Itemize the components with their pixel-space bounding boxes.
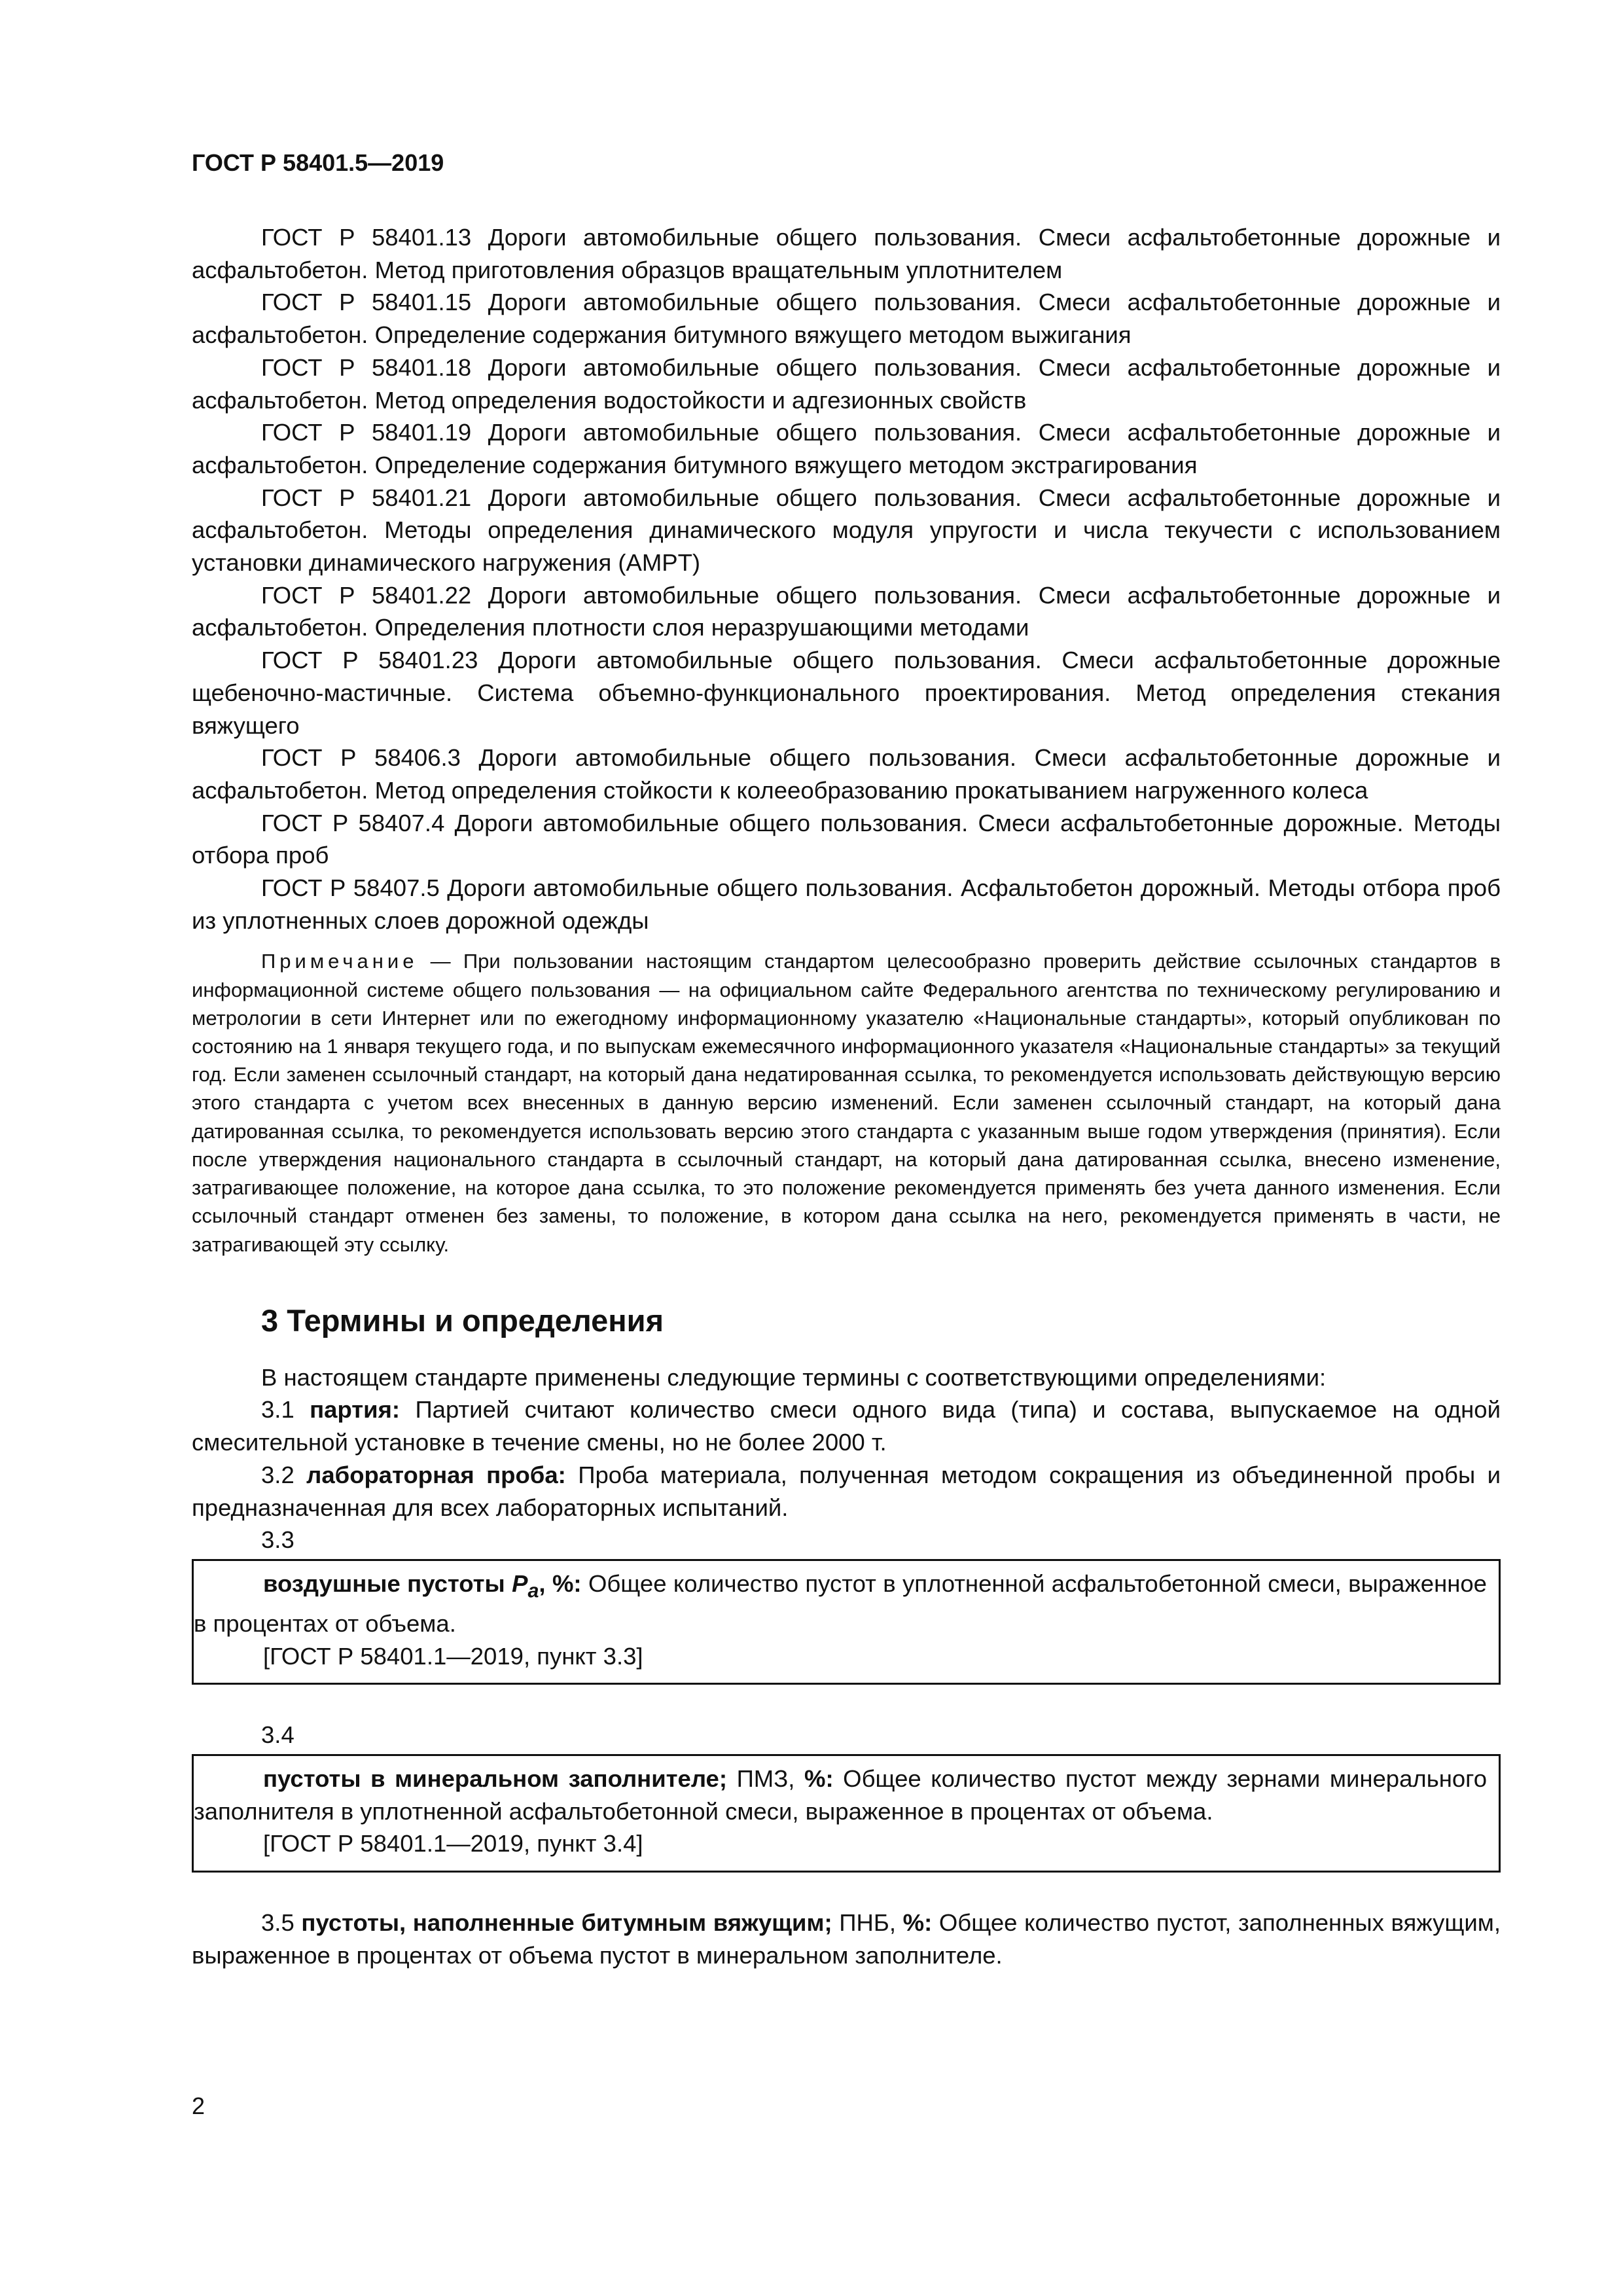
- reference-item: ГОСТ Р 58401.15 Дороги автомобильные общего пользования. Смеси асфальтобетонные дорожные и асфальтобетон. Определение содержания битумного вяжущего методом выжигания: [192, 289, 1501, 349]
- term-name: воздушные пустоты: [263, 1570, 512, 1597]
- term-symbol: P: [512, 1570, 528, 1597]
- term-source: [ГОСТ Р 58401.1—2019, пункт 3.4]: [263, 1830, 643, 1857]
- page-content: [192, 221, 1501, 1972]
- term-source: [ГОСТ Р 58401.1—2019, пункт 3.3]: [263, 1642, 643, 1670]
- reference-item: ГОСТ Р 58401.13 Дороги автомобильные общего пользования. Смеси асфальтобетонные дорожные и асфальтобетон. Метод приготовления образцов вращательным уплотнителем: [192, 224, 1501, 283]
- reference-item: ГОСТ Р 58401.21 Дороги автомобильные общего пользования. Смеси асфальтобетонные дорожные и асфальтобетон. Методы определения динамического модуля упругости и числа текучести с использованием установки динамического нагружения (AMPT): [192, 484, 1501, 577]
- term-3-1: [192, 1393, 1501, 1458]
- reference-item: ГОСТ Р 58407.4 Дороги автомобильные общего пользования. Смеси асфальтобетонные дорожные. Методы отбора проб: [192, 809, 1501, 869]
- reference-item: ГОСТ Р 58401.18 Дороги автомобильные общего пользования. Смеси асфальтобетонные дорожные и асфальтобетон. Метод определения водостойкости и адгезионных свойств: [192, 353, 1501, 414]
- term-abbreviation: ПНБ,: [832, 1909, 903, 1937]
- term-number: 3.1: [261, 1396, 294, 1424]
- section-title: 3 Термины и определения: [261, 1302, 664, 1338]
- reference-item: ГОСТ Р 58407.5 Дороги автомобильные общего пользования. Асфальтобетон дорожный. Методы отбора проб из уплотненных слоев дорожной одежды: [192, 874, 1501, 934]
- term-abbreviation: ПМЗ,: [727, 1765, 804, 1793]
- term-definition: Общее количество пустот, заполненных вяжущим, выраженное в процентах от объема пустот в минеральном заполнителе.: [192, 1909, 1501, 1969]
- reference-item: ГОСТ Р 58401.19 Дороги автомобильные общего пользования. Смеси асфальтобетонные дорожные и асфальтобетон. Определение содержания битумного вяжущего методом экстрагирования: [192, 419, 1501, 478]
- term-suffix: %:: [804, 1765, 834, 1793]
- document-header: ГОСТ Р 58401.5—2019: [192, 149, 444, 176]
- note-label: Примечание: [261, 950, 418, 973]
- term-box-3-3: [192, 1559, 1501, 1685]
- term-3-5: [192, 1907, 1501, 1971]
- normative-references-list: [192, 221, 1501, 937]
- term-definition: Общее количество пустот в уплотненной асфальтобетонной смеси, выраженное в процентах от объема.: [194, 1570, 1487, 1637]
- term-suffix: %:: [902, 1909, 933, 1937]
- term-definition: Общее количество пустот между зернами минерального заполнителя в уплотненной асфальтобетонной смеси, выраженное в процентах от объема.: [194, 1765, 1487, 1825]
- term-box-3-4: [192, 1754, 1501, 1873]
- term-number: 3.5: [261, 1909, 294, 1937]
- term-number-3-4: 3.4: [261, 1721, 294, 1749]
- reference-item: ГОСТ Р 58401.22 Дороги автомобильные общего пользования. Смеси асфальтобетонные дорожные и асфальтобетон. Определения плотности слоя неразрушающими методами: [192, 581, 1501, 641]
- note-text: — При пользовании настоящим стандартом целесообразно проверить действие ссылочных стандартов в информационной системе общего пользования — на официальном сайте Федерального агентства по техническому регулированию и метрологии в сети Интернет или по ежегодному информационному указателю «Национальные стандарты», который опубликован по состоянию на 1 января текущего года, и по выпускам ежемесячного информационного указателя «Национальные стандарты» за текущий год. Если заменен ссылочный стандарт, на который дана недатированная ссылка, то рекомендуется использовать действующую версию этого стандарта с учетом всех внесенных в данную версию изменений. Если заменен ссылочный стандарт, на который дана датированная ссылка, то рекомендуется использовать версию этого стандарта с указанным выше годом утверждения (принятия). Если после утверждения национального стандарта в ссылочный стандарт, на который дана датированная ссылка, внесено изменение, затрагивающее положение, на которое дана ссылка, то это положение рекомендуется применять без учета данного изменения. Если ссылочный стандарт отменен без замены, то положение, в котором дана ссылка на него, рекомендуется применять в части, не затрагивающей эту ссылку.: [192, 950, 1501, 1256]
- term-number: 3.2: [261, 1461, 294, 1488]
- term-name: партия:: [310, 1396, 401, 1424]
- term-name: лабораторная проба:: [306, 1461, 566, 1488]
- term-definition: Проба материала, полученная методом сокращения из объединенной пробы и предназначенная для всех лабораторных испытаний.: [192, 1461, 1501, 1521]
- section-intro: В настоящем стандарте применены следующие термины с соответствующими определениями:: [261, 1363, 1327, 1391]
- term-3-2: [192, 1459, 1501, 1524]
- term-name: пустоты, наполненные битумным вяжущим;: [301, 1909, 832, 1937]
- term-name: пустоты в минеральном заполнителе;: [263, 1765, 727, 1793]
- term-3-3: [194, 1568, 1487, 1640]
- term-symbol-subscript: a: [527, 1579, 539, 1602]
- reference-item: ГОСТ Р 58406.3 Дороги автомобильные общего пользования. Смеси асфальтобетонные дорожные и асфальтобетон. Метод определения стойкости к колееобразованию прокатыванием нагруженного колеса: [192, 744, 1501, 804]
- page-number: 2: [192, 2092, 205, 2119]
- term-3-4: [194, 1763, 1487, 1827]
- note-paragraph: [192, 947, 1501, 1258]
- term-number-3-3: 3.3: [261, 1526, 294, 1554]
- term-definition: Партией считают количество смеси одного вида (типа) и состава, выпускаемое на одной смесительной установке в течение смены, но не более 2000 т.: [192, 1396, 1501, 1456]
- reference-item: ГОСТ Р 58401.23 Дороги автомобильные общего пользования. Смеси асфальтобетонные дорожные щебеночно-мастичные. Система объемно-функционального проектирования. Метод определения стекания вяжущего: [192, 647, 1501, 739]
- term-suffix: , %:: [539, 1570, 582, 1597]
